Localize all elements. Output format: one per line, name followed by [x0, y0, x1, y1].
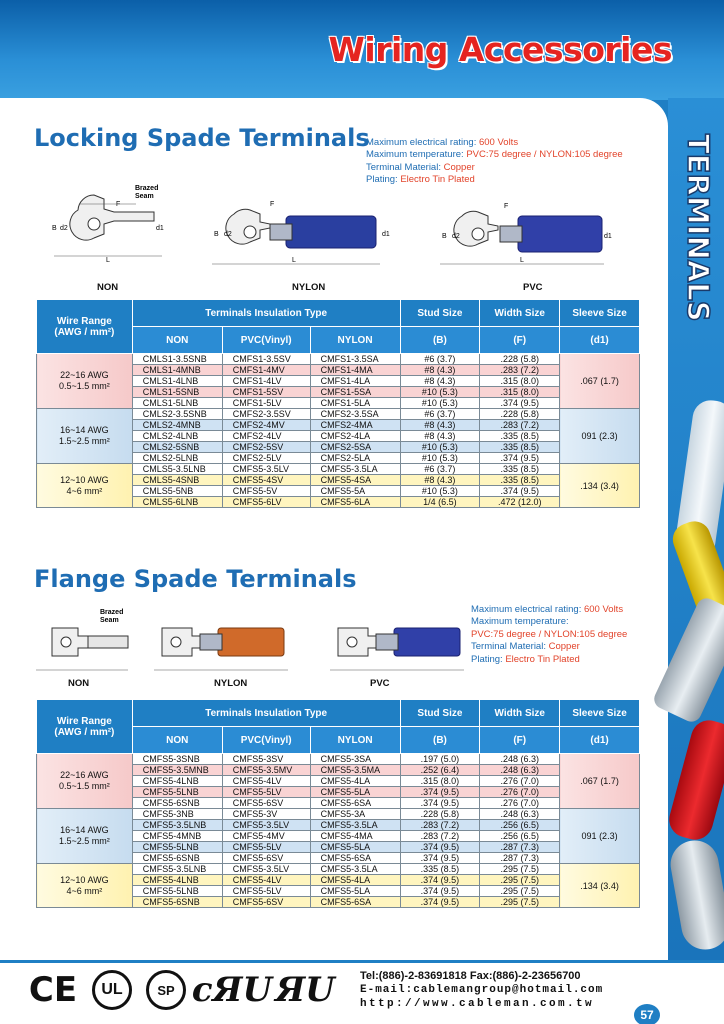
spec-value: Copper [548, 641, 580, 653]
dim-d1: d1 [382, 231, 390, 238]
part-pvc-cell: CMFS2-3.5SV [222, 409, 310, 420]
part-nylon-cell: CMFS5-4SA [310, 475, 400, 486]
part-nylon-cell: CMFS2-5LA [310, 453, 400, 464]
stud-size-cell: #10 (5.3) [400, 486, 480, 497]
part-pvc-cell: CMFS5-5LV [222, 842, 310, 853]
part-nylon-cell: CMFS5-4MA [310, 831, 400, 842]
locking-spec-table [36, 299, 640, 508]
part-pvc-cell: CMFS5-3.5LV [222, 464, 310, 475]
width-size-cell: .248 (6.3) [480, 754, 560, 765]
part-non-cell: CMFS5-4LNB [132, 776, 222, 787]
part-non-cell: CMFS5-4LNB [132, 875, 222, 886]
width-size-cell: .248 (6.3) [480, 809, 560, 820]
wire-range-cell: 22~16 AWG 0.5~1.5 mm² [37, 354, 133, 409]
header-d1: (d1) [560, 327, 640, 354]
part-non-cell: CMFS5-6SNB [132, 798, 222, 809]
wire-range-cell: 12~10 AWG 4~6 mm² [37, 864, 133, 908]
width-size-cell: .374 (9.5) [480, 453, 560, 464]
part-pvc-cell: CMFS2-4LV [222, 431, 310, 442]
contact-email[interactable]: E-mail:cablemangroup@hotmail.com [360, 984, 604, 996]
width-size-cell: .472 (12.0) [480, 497, 560, 508]
part-non-cell: CMFS5-3NB [132, 809, 222, 820]
stud-size-cell: #8 (4.3) [400, 475, 480, 486]
spec-value: Electro Tin Plated [400, 174, 475, 186]
part-nylon-cell: CMFS5-3.5LA [310, 864, 400, 875]
stud-size-cell: .374 (9.5) [400, 853, 480, 864]
drawing-label-nylon: NYLON [214, 678, 248, 689]
header-insulation-type: Terminals Insulation Type [132, 300, 400, 327]
part-non-cell: CMLS2-5LNB [132, 453, 222, 464]
header-nylon: NYLON [310, 727, 400, 754]
flange-spec-table [36, 699, 640, 908]
spec-label: Maximum temperature: [366, 149, 467, 161]
part-nylon-cell: CMFS5-6SA [310, 798, 400, 809]
part-nylon-cell: CMFS5-6SA [310, 897, 400, 908]
part-non-cell: CMLS1-5LNB [132, 398, 222, 409]
locking-table-body [37, 354, 640, 508]
part-pvc-cell: CMFS1-4LV [222, 376, 310, 387]
section-side-label: TERMINALS [681, 134, 715, 322]
ce-mark-icon: CE [28, 970, 78, 1010]
part-non-cell: CMLS2-4MNB [132, 420, 222, 431]
sleeve-size-cell: .134 (3.4) [560, 464, 640, 508]
header-insulation-type: Terminals Insulation Type [132, 700, 400, 727]
footer-divider [0, 960, 724, 963]
sleeve-size-cell: 091 (2.3) [560, 809, 640, 864]
page-title: Wiring Accessories [328, 30, 672, 69]
stud-size-cell: .283 (7.2) [400, 820, 480, 831]
drawing-label-pvc: PVC [370, 678, 390, 689]
part-nylon-cell: CMFS5-6SA [310, 853, 400, 864]
header-f: (F) [480, 327, 560, 354]
width-size-cell: .374 (9.5) [480, 486, 560, 497]
part-pvc-cell: CMFS5-3.5MV [222, 765, 310, 776]
brazed-label: Brazed [135, 185, 159, 192]
part-nylon-cell: CMFS2-4MA [310, 420, 400, 431]
part-non-cell: CMFS5-3SNB [132, 754, 222, 765]
drawing-label-non: NON [97, 282, 119, 293]
drawing-label-non: NON [68, 678, 90, 689]
width-size-cell: .315 (8.0) [480, 376, 560, 387]
width-size-cell: .287 (7.3) [480, 853, 560, 864]
stud-size-cell: #8 (4.3) [400, 420, 480, 431]
part-non-cell: CMFS5-5LNB [132, 787, 222, 798]
dim-l: L [292, 257, 296, 264]
part-non-cell: CMLS1-4LNB [132, 376, 222, 387]
header-f: (F) [480, 727, 560, 754]
dim-d2: d2 [60, 225, 68, 232]
contact-website[interactable]: http://www.cableman.com.tw [360, 998, 595, 1010]
width-size-cell: .295 (7.5) [480, 875, 560, 886]
stud-size-cell: #6 (3.7) [400, 354, 480, 365]
spec-value: 600 Volts [583, 604, 624, 615]
width-size-cell: .295 (7.5) [480, 886, 560, 897]
width-size-cell: .335 (8.5) [480, 464, 560, 475]
wire-range-cell: 16~14 AWG 1.5~2.5 mm² [37, 409, 133, 464]
sleeve-size-cell: .067 (1.7) [560, 754, 640, 809]
part-pvc-cell: CMFS5-6LV [222, 497, 310, 508]
spec-label: Plating: [366, 174, 401, 186]
header-wire-range: Wire Range (AWG / mm²) [37, 300, 133, 354]
spec-value: Electro Tin Plated [505, 653, 580, 665]
part-non-cell: CMLS1-5SNB [132, 387, 222, 398]
width-size-cell: .276 (7.0) [480, 798, 560, 809]
part-pvc-cell: CMFS5-4LV [222, 776, 310, 787]
header-pvc: PVC(Vinyl) [222, 727, 310, 754]
spec-label: Maximum electrical rating: [366, 137, 479, 148]
width-size-cell: .276 (7.0) [480, 776, 560, 787]
flange-nylon-drawing [154, 612, 304, 678]
width-size-cell: .295 (7.5) [480, 864, 560, 875]
part-nylon-cell: CMFS2-3.5SA [310, 409, 400, 420]
dim-l: L [106, 257, 110, 264]
part-pvc-cell: CMFS1-5SV [222, 387, 310, 398]
sleeve-size-cell: .134 (3.4) [560, 864, 640, 908]
part-pvc-cell: CMFS2-4MV [222, 420, 310, 431]
part-nylon-cell: CMFS2-4LA [310, 431, 400, 442]
part-nylon-cell: CMFS1-4LA [310, 376, 400, 387]
spec-label: Terminal Material: [366, 161, 444, 173]
dim-b: B [52, 225, 57, 232]
part-non-cell: CMLS2-4LNB [132, 431, 222, 442]
flange-pvc-drawing [330, 612, 470, 678]
header-non: NON [132, 727, 222, 754]
stud-size-cell: #10 (5.3) [400, 398, 480, 409]
stud-size-cell: #8 (4.3) [400, 365, 480, 376]
header-width-size: Width Size [480, 300, 560, 327]
part-non-cell: CMLS5-3.5LNB [132, 464, 222, 475]
header-d1: (d1) [560, 727, 640, 754]
part-pvc-cell: CMFS5-4LV [222, 875, 310, 886]
part-non-cell: CMLS5-6LNB [132, 497, 222, 508]
part-non-cell: CMLS2-5SNB [132, 442, 222, 453]
part-pvc-cell: CMFS5-6SV [222, 897, 310, 908]
spec-value: Copper [443, 161, 475, 173]
part-non-cell: CMFS5-6SNB [132, 853, 222, 864]
stud-size-cell: .283 (7.2) [400, 831, 480, 842]
part-nylon-cell: CMFS5-6LA [310, 497, 400, 508]
part-non-cell: CMFS5-3.5LNB [132, 820, 222, 831]
width-size-cell: .287 (7.3) [480, 842, 560, 853]
flange-section-title: Flange Spade Terminals [34, 565, 357, 593]
part-non-cell: CMFS5-4MNB [132, 831, 222, 842]
ru-mark-icon: ЯU [275, 970, 335, 1010]
sleeve-size-cell: 091 (2.3) [560, 409, 640, 464]
spec-value: 600 Volts [478, 137, 519, 148]
part-nylon-cell: CMFS5-5A [310, 486, 400, 497]
spec-label: Plating: [471, 653, 506, 665]
header-b: (B) [400, 727, 480, 754]
stud-size-cell: .374 (9.5) [400, 875, 480, 886]
part-non-cell: CMFS5-6SNB [132, 897, 222, 908]
part-nylon-cell: CMFS1-4MA [310, 365, 400, 376]
spec-label: Terminal Material: [471, 641, 549, 653]
part-non-cell: CMFS5-5LNB [132, 886, 222, 897]
header-b: (B) [400, 327, 480, 354]
part-pvc-cell: CMFS5-3.5LV [222, 820, 310, 831]
spec-value: PVC:75 degree / NYLON:105 degree [471, 628, 628, 640]
table-row [37, 409, 640, 420]
width-size-cell: .256 (6.5) [480, 820, 560, 831]
header-non: NON [132, 327, 222, 354]
seam-label: Seam [100, 617, 119, 624]
part-pvc-cell: CMFS5-5LV [222, 886, 310, 897]
part-pvc-cell: CMFS5-3.5LV [222, 864, 310, 875]
locking-specs [366, 137, 623, 187]
stud-size-cell: #10 (5.3) [400, 453, 480, 464]
part-pvc-cell: CMFS1-5LV [222, 398, 310, 409]
flange-table-body [37, 754, 640, 908]
part-nylon-cell: CMFS1-5SA [310, 387, 400, 398]
page-number: 57 [634, 1004, 660, 1024]
part-nylon-cell: CMFS5-5LA [310, 787, 400, 798]
drawing-label-pvc: PVC [523, 282, 543, 293]
part-nylon-cell: CMFS5-4LA [310, 875, 400, 886]
ul-mark-icon: UL [92, 970, 132, 1010]
dim-b: B [214, 231, 219, 238]
dim-f: F [504, 203, 509, 210]
part-nylon-cell: CMFS5-4LA [310, 776, 400, 787]
part-non-cell: CMFS5-5LNB [132, 842, 222, 853]
width-size-cell: .256 (6.5) [480, 831, 560, 842]
wire-range-cell: 16~14 AWG 1.5~2.5 mm² [37, 809, 133, 864]
stud-size-cell: .374 (9.5) [400, 897, 480, 908]
header-width-size: Width Size [480, 700, 560, 727]
part-non-cell: CMLS2-3.5SNB [132, 409, 222, 420]
sleeve-size-cell: .067 (1.7) [560, 354, 640, 409]
part-pvc-cell: CMFS5-5V [222, 486, 310, 497]
locking-nylon-drawing [212, 196, 402, 272]
width-size-cell: .335 (8.5) [480, 431, 560, 442]
width-size-cell: .228 (5.8) [480, 354, 560, 365]
part-non-cell: CMFS5-3.5MNB [132, 765, 222, 776]
part-nylon-cell: CMFS2-5SA [310, 442, 400, 453]
header-pvc: PVC(Vinyl) [222, 327, 310, 354]
width-size-cell: .295 (7.5) [480, 897, 560, 908]
dim-d1: d1 [604, 233, 612, 240]
part-nylon-cell: CMFS1-5LA [310, 398, 400, 409]
part-pvc-cell: CMFS2-5LV [222, 453, 310, 464]
locking-section-title: Locking Spade Terminals [34, 124, 370, 152]
part-nylon-cell: CMFS5-3.5MA [310, 765, 400, 776]
part-nylon-cell: CMFS1-3.5SA [310, 354, 400, 365]
part-pvc-cell: CMFS5-3V [222, 809, 310, 820]
width-size-cell: .248 (6.3) [480, 765, 560, 776]
table-row [37, 464, 640, 475]
spec-label: Maximum electrical rating: [471, 604, 584, 615]
header-nylon: NYLON [310, 327, 400, 354]
stud-size-cell: #10 (5.3) [400, 442, 480, 453]
drawing-label-nylon: NYLON [292, 282, 326, 293]
part-nylon-cell: CMFS5-3SA [310, 754, 400, 765]
dim-f: F [116, 201, 121, 208]
part-non-cell: CMLS1-3.5SNB [132, 354, 222, 365]
dim-l: L [520, 257, 524, 264]
part-non-cell: CMFS5-3.5LNB [132, 864, 222, 875]
width-size-cell: .315 (8.0) [480, 387, 560, 398]
part-pvc-cell: CMFS5-5LV [222, 787, 310, 798]
dim-d1: d1 [156, 225, 164, 232]
table-row [37, 864, 640, 875]
flange-non-drawing [34, 606, 144, 678]
wire-range-cell: 22~16 AWG 0.5~1.5 mm² [37, 754, 133, 809]
cru-mark-icon: cЯU [191, 970, 273, 1010]
dim-d2: d2 [224, 231, 232, 238]
header-stud-size: Stud Size [400, 300, 480, 327]
part-pvc-cell: CMFS5-6SV [222, 853, 310, 864]
stud-size-cell: .335 (8.5) [400, 864, 480, 875]
dim-b: B [442, 233, 447, 240]
stud-size-cell: .374 (9.5) [400, 798, 480, 809]
part-nylon-cell: CMFS5-5LA [310, 886, 400, 897]
width-size-cell: .228 (5.8) [480, 409, 560, 420]
table-row [37, 809, 640, 820]
table-row [37, 354, 640, 365]
part-pvc-cell: CMFS1-3.5SV [222, 354, 310, 365]
stud-size-cell: .228 (5.8) [400, 809, 480, 820]
spec-value: PVC:75 degree / NYLON:105 degree [466, 149, 623, 161]
width-size-cell: .335 (8.5) [480, 475, 560, 486]
flange-specs [471, 604, 627, 666]
stud-size-cell: #6 (3.7) [400, 464, 480, 475]
header-sleeve-size: Sleeve Size [560, 300, 640, 327]
stud-size-cell: 1/4 (6.5) [400, 497, 480, 508]
stud-size-cell: #8 (4.3) [400, 431, 480, 442]
width-size-cell: .283 (7.2) [480, 365, 560, 376]
stud-size-cell: .374 (9.5) [400, 886, 480, 897]
stud-size-cell: #6 (3.7) [400, 409, 480, 420]
csa-mark-icon: SP [146, 970, 186, 1010]
part-nylon-cell: CMFS5-5LA [310, 842, 400, 853]
header-wire-range: Wire Range (AWG / mm²) [37, 700, 133, 754]
part-pvc-cell: CMFS2-5SV [222, 442, 310, 453]
dim-f: F [270, 201, 275, 208]
part-non-cell: CMLS5-4SNB [132, 475, 222, 486]
spec-label: Maximum temperature: [471, 616, 569, 628]
width-size-cell: .374 (9.5) [480, 398, 560, 409]
width-size-cell: .276 (7.0) [480, 787, 560, 798]
table-row [37, 754, 640, 765]
stud-size-cell: .197 (5.0) [400, 754, 480, 765]
seam-label: Seam [135, 193, 154, 200]
contact-tel-fax: Tel:(886)-2-83691818 Fax:(886)-2-23656700 [360, 970, 581, 982]
stud-size-cell: .315 (8.0) [400, 776, 480, 787]
stud-size-cell: .252 (6.4) [400, 765, 480, 776]
part-pvc-cell: CMFS5-6SV [222, 798, 310, 809]
header-sleeve-size: Sleeve Size [560, 700, 640, 727]
locking-pvc-drawing [440, 198, 616, 272]
locking-non-drawing [50, 180, 180, 266]
header-stud-size: Stud Size [400, 700, 480, 727]
width-size-cell: .283 (7.2) [480, 420, 560, 431]
dim-d2: d2 [452, 233, 460, 240]
stud-size-cell: .374 (9.5) [400, 842, 480, 853]
part-pvc-cell: CMFS5-4SV [222, 475, 310, 486]
width-size-cell: .335 (8.5) [480, 442, 560, 453]
part-pvc-cell: CMFS1-4MV [222, 365, 310, 376]
wire-range-cell: 12~10 AWG 4~6 mm² [37, 464, 133, 508]
stud-size-cell: #8 (4.3) [400, 376, 480, 387]
part-non-cell: CMLS1-4MNB [132, 365, 222, 376]
stud-size-cell: #10 (5.3) [400, 387, 480, 398]
part-pvc-cell: CMFS5-4MV [222, 831, 310, 842]
part-nylon-cell: CMFS5-3A [310, 809, 400, 820]
part-non-cell: CMLS5-5NB [132, 486, 222, 497]
brazed-label: Brazed [100, 609, 124, 616]
part-pvc-cell: CMFS5-3SV [222, 754, 310, 765]
part-nylon-cell: CMFS5-3.5LA [310, 820, 400, 831]
part-nylon-cell: CMFS5-3.5LA [310, 464, 400, 475]
stud-size-cell: .374 (9.5) [400, 787, 480, 798]
